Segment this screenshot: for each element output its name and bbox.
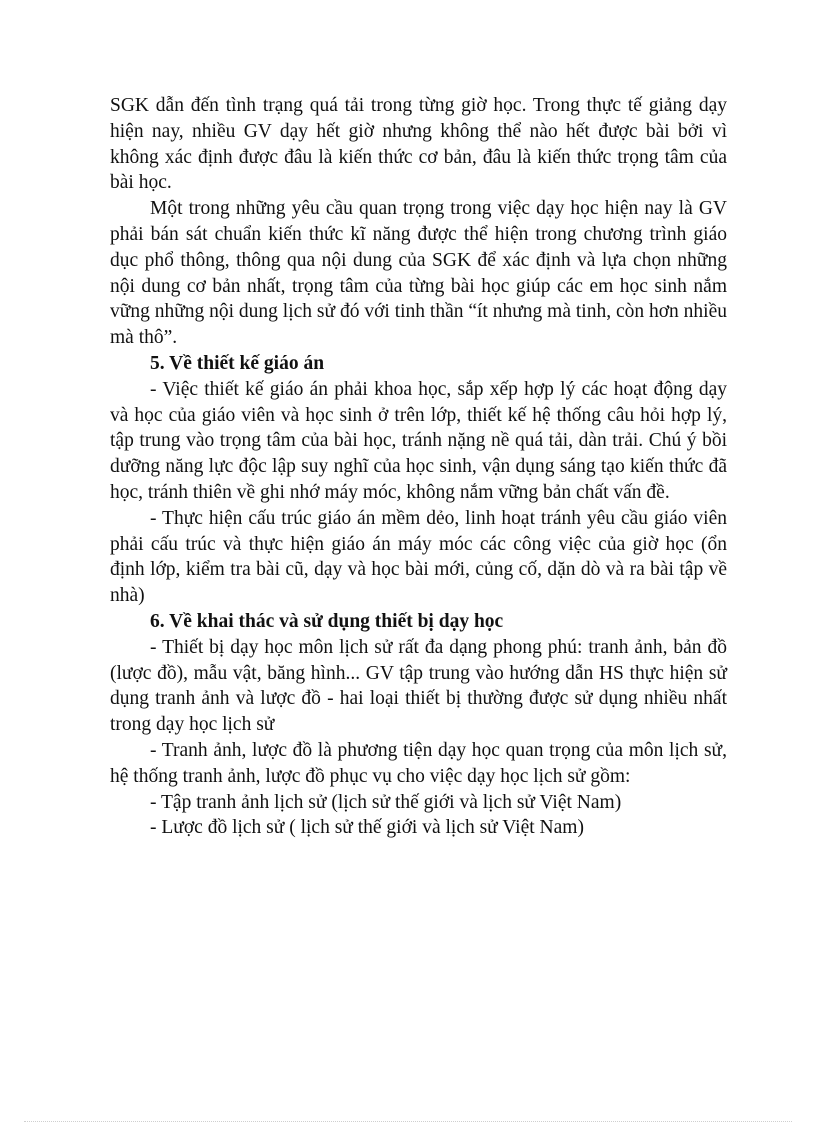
paragraph-teaching-equipment: - Thiết bị dạy học môn lịch sử rất đa dạng phong phú: tranh ảnh, bản đồ (lược đồ), mẫu vật, băng hình... GV tập trung vào hướng dẫn HS thực hiện sử dụng tranh ảnh và lược đồ - hai loại thiết bị thường được sử dụng nhiều nhất trong dạy học lịch sử <box>110 636 727 736</box>
paragraph-teaching-standards: Một trong những yêu cầu quan trọng trong việc dạy học hiện nay là GV phải bán sát chuẩn kiến thức kĩ năng được thể hiện trong chương trình giáo dục phổ thông, thông qua nội dung của SGK để xác định và lựa chọn những nội dung cơ bản nhất, trọng tâm của từng bài học giúp các em học sinh nắm vững những nội dung lịch sử đó với tinh thần “ít nhưng mà tinh, còn hơn nhiều mà thô”. <box>110 198 727 349</box>
section-heading-6: 6. Về khai thác và sử dụng thiết bị dạy học <box>150 610 504 632</box>
paragraph-lesson-plan-design: - Việc thiết kế giáo án phải khoa học, sắp xếp hợp lý các hoạt động dạy và học của giáo viên và học sinh ở trên lớp, thiết kế hệ thống câu hỏi hợp lý, tập trung vào trọng tâm của bài học, tránh nặng nề quá tải, dàn trải. Chú ý bồi dưỡng năng lực độc lập suy nghĩ của học sinh, vận dụng sáng tạo kiến thức đã học, tránh thiên về ghi nhớ máy móc, không nắm vững bản chất vấn đề. <box>110 378 727 503</box>
list-item-picture-collection: - Tập tranh ảnh lịch sử (lịch sử thế giới và lịch sử Việt Nam) <box>150 791 622 813</box>
list-item-history-maps: - Lược đồ lịch sử ( lịch sử thế giới và lịch sử Việt Nam) <box>150 817 584 839</box>
paragraph-pictures-maps: - Tranh ảnh, lược đồ là phương tiện dạy học quan trọng của môn lịch sử, hệ thống tranh ảnh, lược đồ phục vụ cho việc dạy học lịch sử gồm: <box>110 739 727 787</box>
page-bottom-divider <box>24 1121 792 1122</box>
paragraph-flexible-structure: - Thực hiện cấu trúc giáo án mềm dẻo, linh hoạt tránh yêu cầu giáo viên phải cấu trúc và thực hiện giáo án máy móc các công việc của giờ học (ổn định lớp, kiểm tra bài cũ, dạy và học bài mới, củng cố, dặn dò và ra bài tập về nhà) <box>110 507 727 607</box>
document-page <box>110 93 727 841</box>
paragraph-sgk-overload: SGK dẫn đến tình trạng quá tải trong từng giờ học. Trong thực tế giảng dạy hiện nay, nhiều GV dạy hết giờ nhưng không thể nào hết được bài bởi vì không xác định được đâu là kiến thức cơ bản, đâu là kiến thức trọng tâm của bài học. <box>110 95 727 194</box>
section-heading-5: 5. Về thiết kế giáo án <box>150 352 325 374</box>
